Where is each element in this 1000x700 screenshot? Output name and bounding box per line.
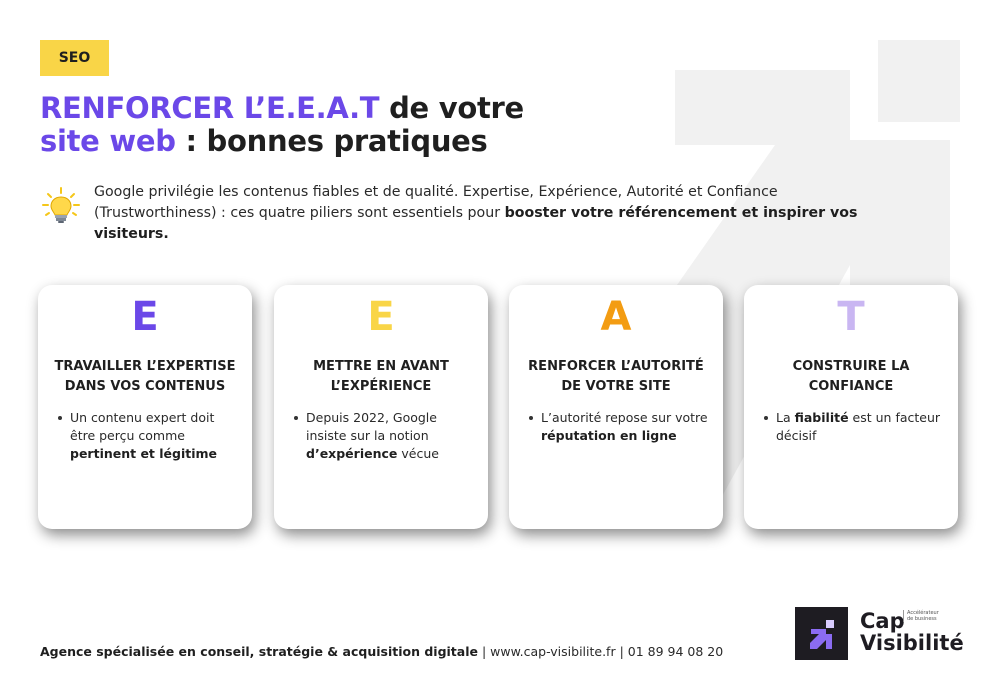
footer-contact: Agence spécialisée en conseil, stratégie & acquisition digitale | www.cap-visibilite.fr | 01 89 94 08 20 [40,644,724,659]
card-experience [274,285,488,529]
card-bullet: L’autorité repose sur votre réputation en ligne [521,409,711,445]
card-bullet: Depuis 2022, Google insiste sur la notion d’expérience vécue [286,409,476,463]
card-title: TRAVAILLER L’EXPERTISE DANS VOS CONTENUS [54,359,236,394]
card-expertise [38,285,252,529]
intro-block [40,182,870,245]
logo-wordmark: Cap Visibilité [860,609,964,655]
title-plain-1: de votre [379,91,524,125]
card-bullet: Un contenu expert doit être perçu comme pertinent et légitime [50,409,240,463]
category-tag: SEO [40,40,109,76]
title-plain-2: : bonnes pratiques [175,124,488,158]
card-title: RENFORCER L’AUTORITÉ DE VOTRE SITE [528,359,704,394]
card-trust [744,285,958,529]
lightbulb-icon [40,186,82,228]
title-accent-1: RENFORCER L’E.E.A.T [40,91,380,125]
card-title: CONSTRUIRE LA CONFIANCE [792,359,910,394]
card-letter: A [600,294,632,340]
card-letter: E [367,294,395,340]
logo-tagline: Accélérateur de business [903,610,943,622]
title-accent-2: site web [40,124,176,158]
card-letter: E [131,294,159,340]
logo-arrow-icon [795,607,848,660]
page-title [40,92,600,158]
intro-emphasis: booster votre référencement et inspirer vos visiteurs. [94,205,858,242]
card-title: METTRE EN AVANT L’EXPÉRIENCE [313,359,449,394]
card-bullet: La fiabilité est un facteur décisif [756,409,946,445]
card-letter: T [837,294,865,340]
intro-text: Google privilégie les contenus fiables et de qualité. Expertise, Expérience, Autorité et Confiance (Trustworthiness) : ces quatre piliers sont essentiels pour booster votre référencement et inspirer vos visiteurs. [94,184,858,242]
card-authority [509,285,723,529]
